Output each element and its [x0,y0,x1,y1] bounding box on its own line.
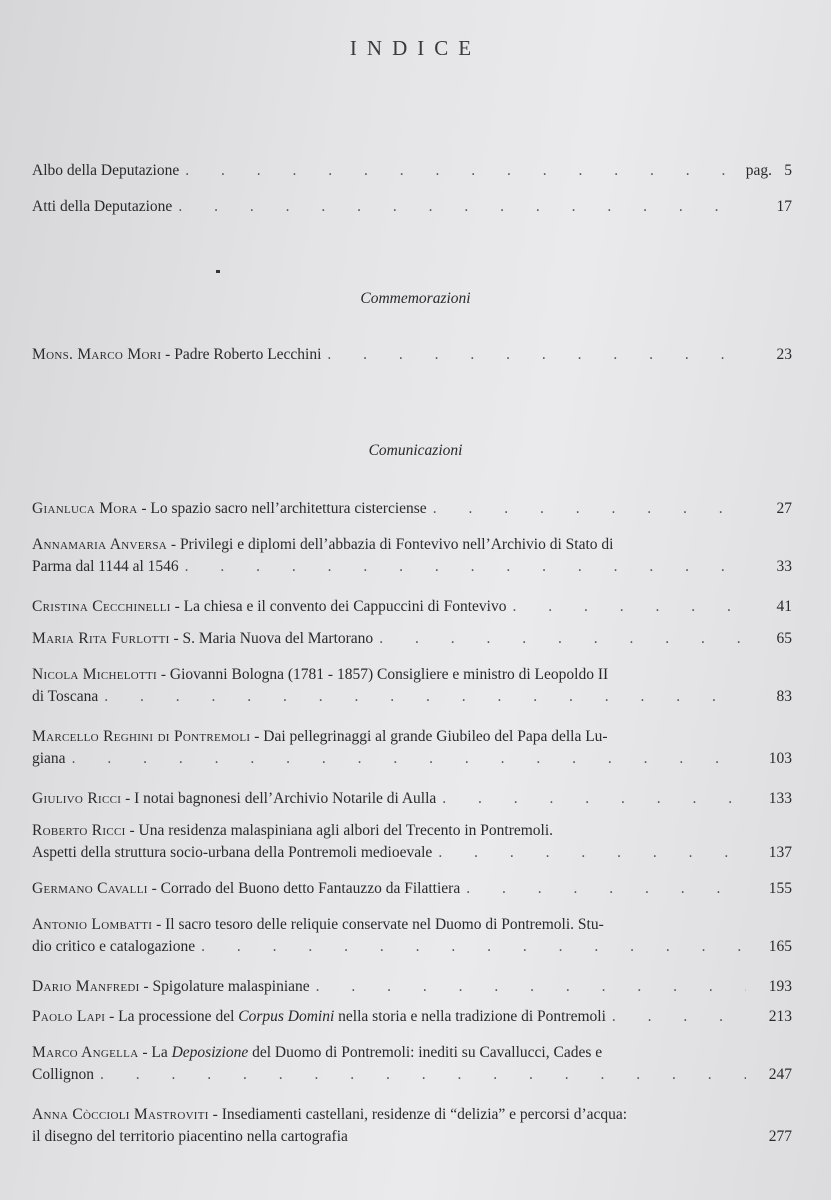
entry-author: Roberto Ricci [32,822,126,839]
entry-title: Lo spazio sacro nell’architettura cisterciense [150,500,427,517]
entry-title: La chiesa e il convento dei Cappuccini di Fontevivo [183,598,507,615]
page-number: 41 [776,598,792,615]
page-number: 65 [776,630,792,647]
entry-title: Insediamenti castellani, residenze di “delizia” e percorsi d’acqua: [221,1106,628,1123]
page-number: 133 [768,790,792,807]
entry-title: Atti della Deputazione [32,198,173,215]
entry-title: Dai pellegrinaggi al grande Giubileo del Papa della Lu- [263,728,608,745]
leader-dots [327,344,746,366]
toc-entry: Annamaria Anversa - Privilegi e diplomi dell’abbazia di Fontevivo nell’Archivio di Stato di Parma dal 1144 al 1546 . . . 33 [32,534,792,578]
toc-entry: Marco Angella - La Deposizione del Duomo di Pontremoli: inediti su Cavallucci, Cades e Collignon . . . 247 [32,1042,792,1086]
page-number: 27 [776,500,792,517]
entry-author: Paolo Lapi [32,1008,106,1025]
leader-dots [178,196,746,218]
entry-title-italic: Deposizione [171,1044,249,1061]
page-number: 33 [776,558,792,575]
toc-entry-albo [32,160,792,182]
toc-entry: Marcello Reghini di Pontremoli - Dai pellegrinaggi al grande Giubileo del Papa della Lu- giana . . . 103 [32,726,792,770]
page-number: 213 [768,1008,792,1025]
page-abbrev: pag. [745,162,772,179]
toc-entry: Germano Cavalli - Corrado del Buono detto Fantauzzo da Filattiera . . . 155 [32,878,792,900]
toc-entry: Antonio Lombatti - Il sacro tesoro delle reliquie conservate nel Duomo di Pontremoli. Stu- dio critico e catalogazione . . . 165 [32,914,792,958]
page-number: 5 [784,162,792,179]
page-title: INDICE [349,36,482,60]
entry-title-cont: dio critico e catalogazione [32,938,196,955]
entry-title: nella storia e nella tradizione di Pontremoli [334,1008,606,1025]
leader-dots [185,160,740,182]
leader-dots [104,686,746,708]
page-number: 137 [768,844,792,861]
page-number: 165 [768,938,792,955]
entry-title: Albo della Deputazione [32,162,180,179]
leader-dots [438,842,746,864]
entry-title-cont: Parma dal 1144 al 1546 [32,558,179,575]
page-number: 83 [776,688,792,705]
leader-dots [72,748,746,770]
leader-dots [185,556,746,578]
entry-title: Corrado del Buono detto Fantauzzo da Filattiera [160,880,461,897]
entry-author: Mons. Marco Mori [32,346,162,363]
toc-entry: Roberto Ricci - Una residenza malaspiniana agli albori del Trecento in Pontremoli. Aspetti della struttura socio-urbana della Pontremoli medioevale . . . 137 [32,820,792,864]
toc-entry: Dario Manfredi - Spigolature malaspiniane . . . 193 [32,976,792,998]
entry-title-cont: giana [32,750,66,767]
leader-dots [379,628,746,650]
entry-title: Giovanni Bologna (1781 - 1857) Consigliere e ministro di Leopoldo II [169,666,609,683]
entry-title: Padre Roberto Lecchini [174,346,322,363]
entry-title-cont: Aspetti della struttura socio-urbana della Pontremoli medioevale [32,844,433,861]
entry-title: Spigolature malaspiniane [152,978,310,995]
entry-title: S. Maria Nuova del Martorano [182,630,374,647]
entry-author: Marcello Reghini di Pontremoli [32,728,251,745]
page-number: 277 [768,1128,792,1145]
leader-dots [433,498,746,520]
toc-entry: Nicola Michelotti - Giovanni Bologna (1781 - 1857) Consigliere e ministro di Leopoldo II di Toscana . . . 83 [32,664,792,708]
entry-author: Maria Rita Furlotti [32,630,170,647]
entry-title-cont: Collignon [32,1066,95,1083]
toc-entry: Gianluca Mora - Lo spazio sacro nell’architettura cisterciense . . . 27 [32,498,792,520]
entry-author: Dario Manfredi [32,978,140,995]
page-number: 193 [768,978,792,995]
entry-author: Gianluca Mora [32,500,138,517]
section-heading-commemorazioni: Commemorazioni [360,290,471,307]
entry-title: Una residenza malaspiniana agli albori del Trecento in Pontremoli. [138,822,554,839]
leader-dots [466,878,746,900]
page-number: 247 [768,1066,792,1083]
leader-dots [442,788,746,810]
page-number: 103 [768,750,792,767]
entry-author: Annamaria Anversa [32,536,168,553]
leader-dots [612,1006,746,1028]
entry-title-cont: di Toscana [32,688,99,705]
toc-entry: Anna Còccioli Mastroviti - Insediamenti castellani, residenze di “delizia” e percorsi d’acqua: il disegno del territorio piacentino nella cartografia 277 [32,1104,792,1148]
toc-entry-mori: Mons. Marco Mori - Padre Roberto Lecchini . . . 23 [32,344,792,366]
leader-dots [100,1064,746,1086]
entry-title: Privilegi e diplomi dell’abbazia di Fontevivo nell’Archivio di Stato di [179,536,614,553]
leader-dots [201,936,746,958]
toc-entry-atti [32,196,792,218]
entry-author: Giulivo Ricci [32,790,122,807]
entry-author: Nicola Michelotti [32,666,157,683]
entry-title: I notai bagnonesi dell’Archivio Notarile di Aulla [134,790,437,807]
leader-dots [512,596,746,618]
entry-author: Marco Angella [32,1044,139,1061]
entry-title-italic: Corpus Domini [238,1008,335,1025]
page-number: 17 [776,198,792,215]
toc-entry: Maria Rita Furlotti - S. Maria Nuova del Martorano . . . 65 [32,628,792,650]
page-number: 155 [768,880,792,897]
entry-title: La processione del [118,1008,239,1025]
entry-author: Germano Cavalli [32,880,148,897]
entry-author: Cristina Cecchinelli [32,598,171,615]
entry-author: Antonio Lombatti [32,916,153,933]
entry-author: Anna Còccioli Mastroviti [32,1106,209,1123]
toc-entry: Paolo Lapi - La processione del Corpus Domini nella storia e nella tradizione di Pontremoli . . . 213 [32,1006,792,1028]
entry-title-cont: il disegno del territorio piacentino nella cartografia [32,1128,348,1145]
leader-dots [316,976,746,998]
toc-entry: Cristina Cecchinelli - La chiesa e il convento dei Cappuccini di Fontevivo . . . 41 [32,596,792,618]
stray-mark [216,270,220,273]
page-number: 23 [776,346,792,363]
entry-title: del Duomo di Pontremoli: inediti su Cavallucci, Cades e [248,1044,603,1061]
entry-title: Il sacro tesoro delle reliquie conservate nel Duomo di Pontremoli. Stu- [165,916,604,933]
toc-entry: Giulivo Ricci - I notai bagnonesi dell’Archivio Notarile di Aulla . . . 133 [32,788,792,810]
section-heading-comunicazioni: Comunicazioni [368,442,463,459]
entry-title: La [151,1044,172,1061]
